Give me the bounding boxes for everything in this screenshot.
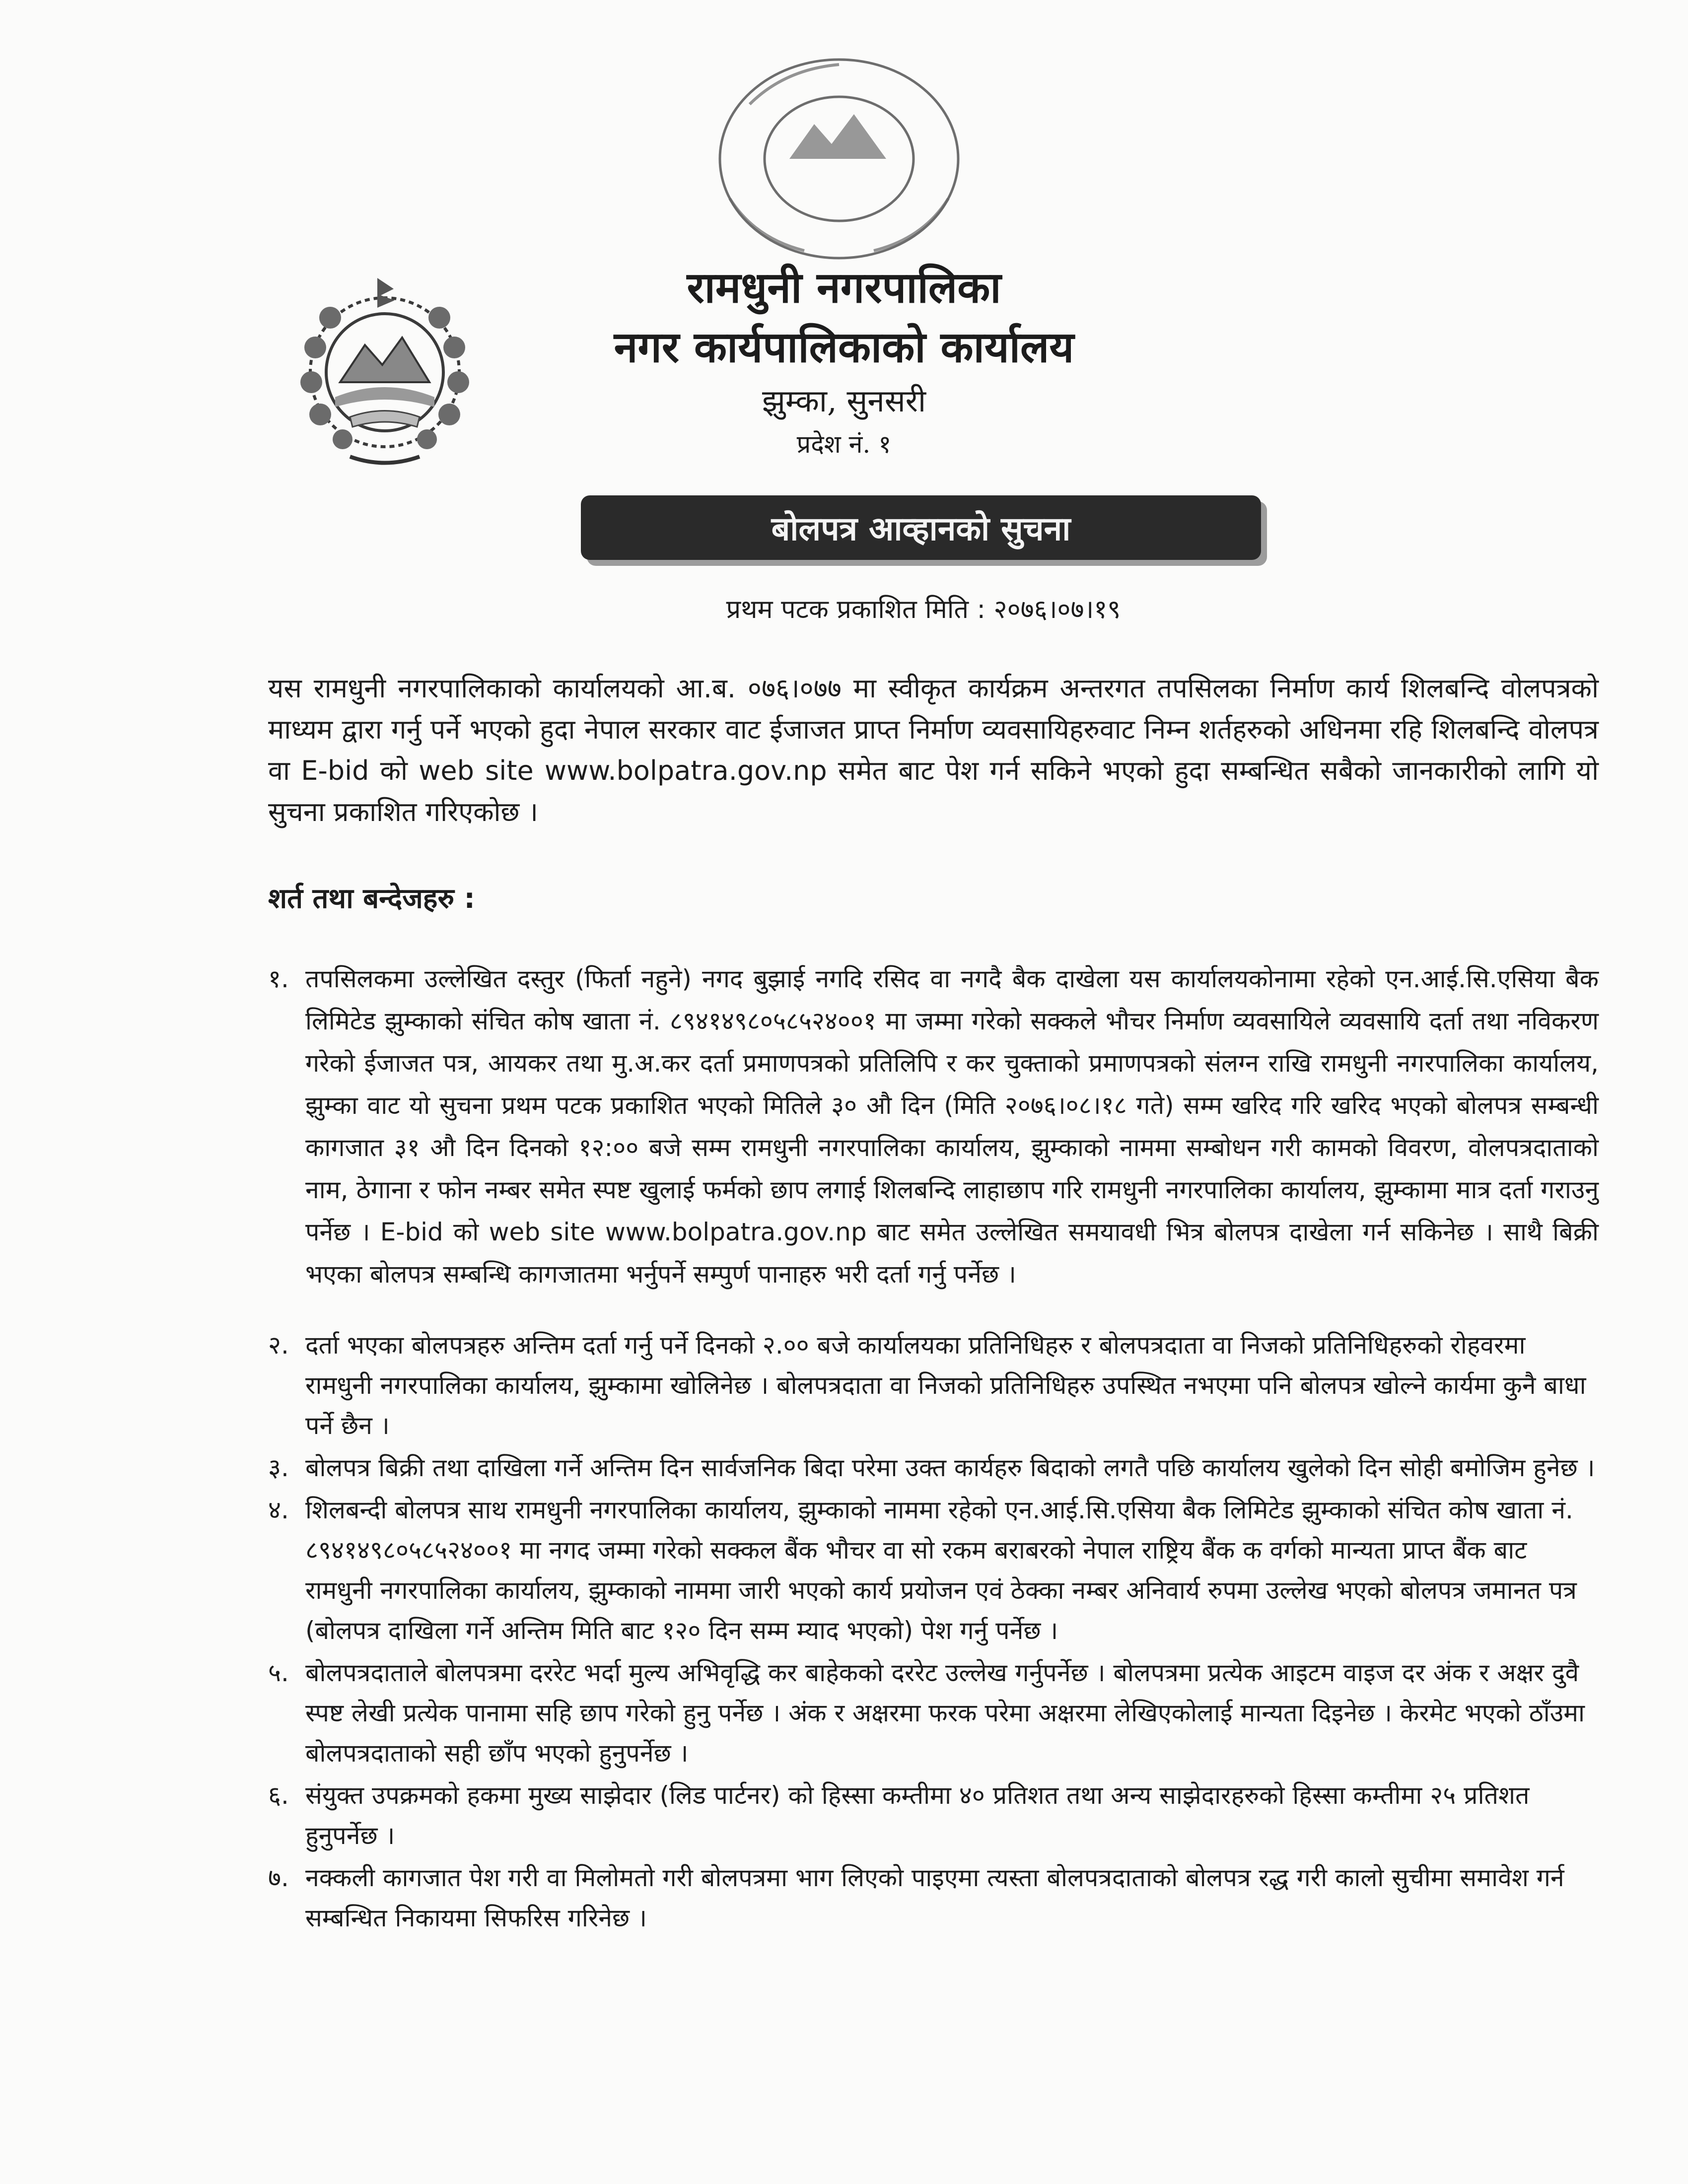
notice-title: बोलपत्र आव्हानको सुचना [771,509,1071,548]
item-number: १. [268,964,289,993]
office-location: झुम्का, सुनसरी [762,383,926,419]
condition-item [268,1448,1599,1488]
condition-item [268,958,1599,1296]
item-text: नक्कली कागजात पेश गरी वा मिलोमतो गरी बोलपत्रमा भाग लिएको पाइएमा त्यस्ता बोलपत्रदाताको बोलपत्र रद्ध गरी कालो सुचीमा समावेश गर्न सम्बन्धित निकायमा सिफरिस गरिनेछ । [305,1863,1564,1932]
item-number: ५. [268,1658,289,1687]
notice-title-bar [581,495,1261,560]
condition-item [268,1490,1599,1651]
item-number: ३. [268,1453,289,1482]
conditions-list [268,958,1599,1940]
item-text: संयुक्त उपक्रमको हकमा मुख्य साझेदार (लिड पार्टनर) को हिस्सा कम्तीमा ४० प्रतिशत तथा अन्य साझेदारहरुको हिस्सा कम्तीमा २५ प्रतिशत हुनुपर्नेछ । [305,1781,1530,1850]
province-label: प्रदेश नं. १ [796,430,892,459]
nepal-emblem-icon [276,258,494,477]
item-number: ४. [268,1496,289,1524]
item-number: ७. [268,1863,289,1892]
condition-item [268,1325,1599,1446]
letterhead [496,258,1192,464]
office-name: नगर कार्यपालिकाको कार्यालय [614,322,1074,372]
item-text: बोलपत्र बिक्री तथा दाखिला गर्ने अन्तिम दिन सार्वजनिक बिदा परेमा उक्त कार्यहरु बिदाको लगतै पछि कार्यालय खुलेको दिन सोही बमोजिम हुनेछ । [305,1453,1595,1482]
publish-date: प्रथम पटक प्रकाशित मिति : २०७६।०७।१९ [726,595,1121,624]
item-text: शिलबन्दी बोलपत्र साथ रामधुनी नगरपालिका कार्यालय, झुम्काको नाममा रहेको एन.आई.सि.एसिया बैक लिमिटेड झुम्काको संचित कोष खाता नं. ८९४१४९८०५८५२४००१ मा नगद जम्मा गरेको सक्कल बैंक भौचर वा सो रकम बराबरको नेपाल राष्ट्रिय बैंक क वर्गको मान्यता प्राप्त बैंक बाट रामधुनी नगरपालिका कार्यालय, झुम्काको नाममा जारी भएको कार्य प्रयोजन एवं ठेक्का नम्बर अनिवार्य रुपमा उल्लेख भएको बोलपत्र जमानत पत्र (बोलपत्र दाखिला गर्ने अन्तिम मिति बाट १२० दिन सम्म म्याद भएको) पेश गर्नु पर्नेछ । [305,1496,1577,1645]
item-text: बोलपत्रदाताले बोलपत्रमा दररेट भर्दा मुल्य अभिवृद्धि कर बाहेकको दररेट उल्लेख गर्नुपर्नेछ । बोलपत्रमा प्रत्येक आइटम वाइज दर अंक र अक्षर दुवै स्पष्ट लेखी प्रत्येक पानामा सहि छाप गरेको हुनु पर्नेछ । अंक र अक्षरमा फरक परेमा अक्षरमा लेखिएकोलाई मान्यता दिइनेछ । केरमेट भएको ठाँउमा बोलपत्रदाताको सही छाँप भएको हुनुपर्नेछ । [305,1658,1585,1768]
item-number: २. [268,1331,289,1360]
office-stamp-icon [695,50,983,268]
item-text: दर्ता भएका बोलपत्रहरु अन्तिम दर्ता गर्नु पर्ने दिनको २.०० बजे कार्यालयका प्रतिनिधिहरु र बोलपत्रदाता वा निजको प्रतिनिधिहरुको रोहवरमा रामधुनी नगरपालिका कार्यालय, झुम्कामा खोलिनेछ । बोलपत्रदाता वा निजको प्रतिनिधिहरु उपस्थित नभएमा पनि बोलपत्र खोल्ने कार्यमा कुनै बाधा पर्ने छैन । [305,1331,1586,1440]
item-number: ६. [268,1781,289,1810]
item-text: तपसिलकमा उल्लेखित दस्तुर (फिर्ता नहुने) नगद बुझाई नगदि रसिद वा नगदै बैक दाखेला यस कार्यालयकोनामा रहेको एन.आई.सि.एसिया बैक लिमिटेड झुम्काको संचित कोष खाता नं. ८९४१४९८०५८५२४००१ मा जम्मा गरेको सक्कले भौचर निर्माण व्यवसायिले व्यवसायि दर्ता तथा नविकरण गरेको ईजाजत पत्र, आयकर तथा मु.अ.कर दर्ता प्रमाणपत्रको प्रतिलिपि र कर चुक्ताको प्रमाणपत्रको संलग्न राखि रामधुनी नगरपालिका कार्यालय, झुम्का वाट यो सुचना प्रथम पटक प्रकाशित भएको मितिले ३० औ दिन (मिति २०७६।०८।१८ गते) सम्म खरिद गरि खरिद भएको बोलपत्र सम्बन्धी कागजात ३१ औ दिन दिनको १२:०० बजे सम्म रामधुनी नगरपालिका कार्यालय, झुम्काको नाममा सम्बोधन गरी कामको विवरण, वोलपत्रदाताको नाम, ठेगाना र फोन नम्बर समेत स्पष्ट खुलाई फर्मको छाप लगाई शिलबन्दि लाहाछाप गरि रामधुनी नगरपालिका कार्यालय, झुम्कामा मात्र दर्ता गराउनु पर्नेछ । E-bid को web site www.bolpatra.gov.np बाट समेत उल्लेखित समयावधी भित्र बोलपत्र दाखेला गर्न सकिनेछ । साथै बिक्री भएका बोलपत्र सम्बन्धि कागजातमा भर्नुपर्ने सम्पुर्ण पानाहरु भरी दर्ता गर्नु पर्नेछ । [305,964,1599,1289]
conditions-heading: शर्त तथा बन्देजहरु : [268,883,475,915]
intro-paragraph: यस रामधुनी नगरपालिकाको कार्यालयको आ.ब. ०७६।०७७ मा स्वीकृत कार्यक्रम अन्तरगत तपसिलका निर्माण कार्य शिलबन्दि वोलपत्रको माध्यम द्वारा गर्नु पर्ने भएको हुदा नेपाल सरकार वाट ईजाजत प्राप्त निर्माण व्यवसायिहरुवाट निम्न शर्तहरुको अधिनमा रहि शिलबन्दि वोलपत्र वा E-bid को web site www.bolpatra.gov.np समेत बाट पेश गर्न सकिने भएको हुदा सम्बन्धित सबैको जानकारीको लागि यो सुचना प्रकाशित गरिएकोछ । [268,673,1599,827]
organization-name: रामधुनी नगरपालिका [687,263,1001,313]
condition-item [268,1858,1599,1938]
condition-item [268,1653,1599,1774]
condition-item [268,1775,1599,1856]
